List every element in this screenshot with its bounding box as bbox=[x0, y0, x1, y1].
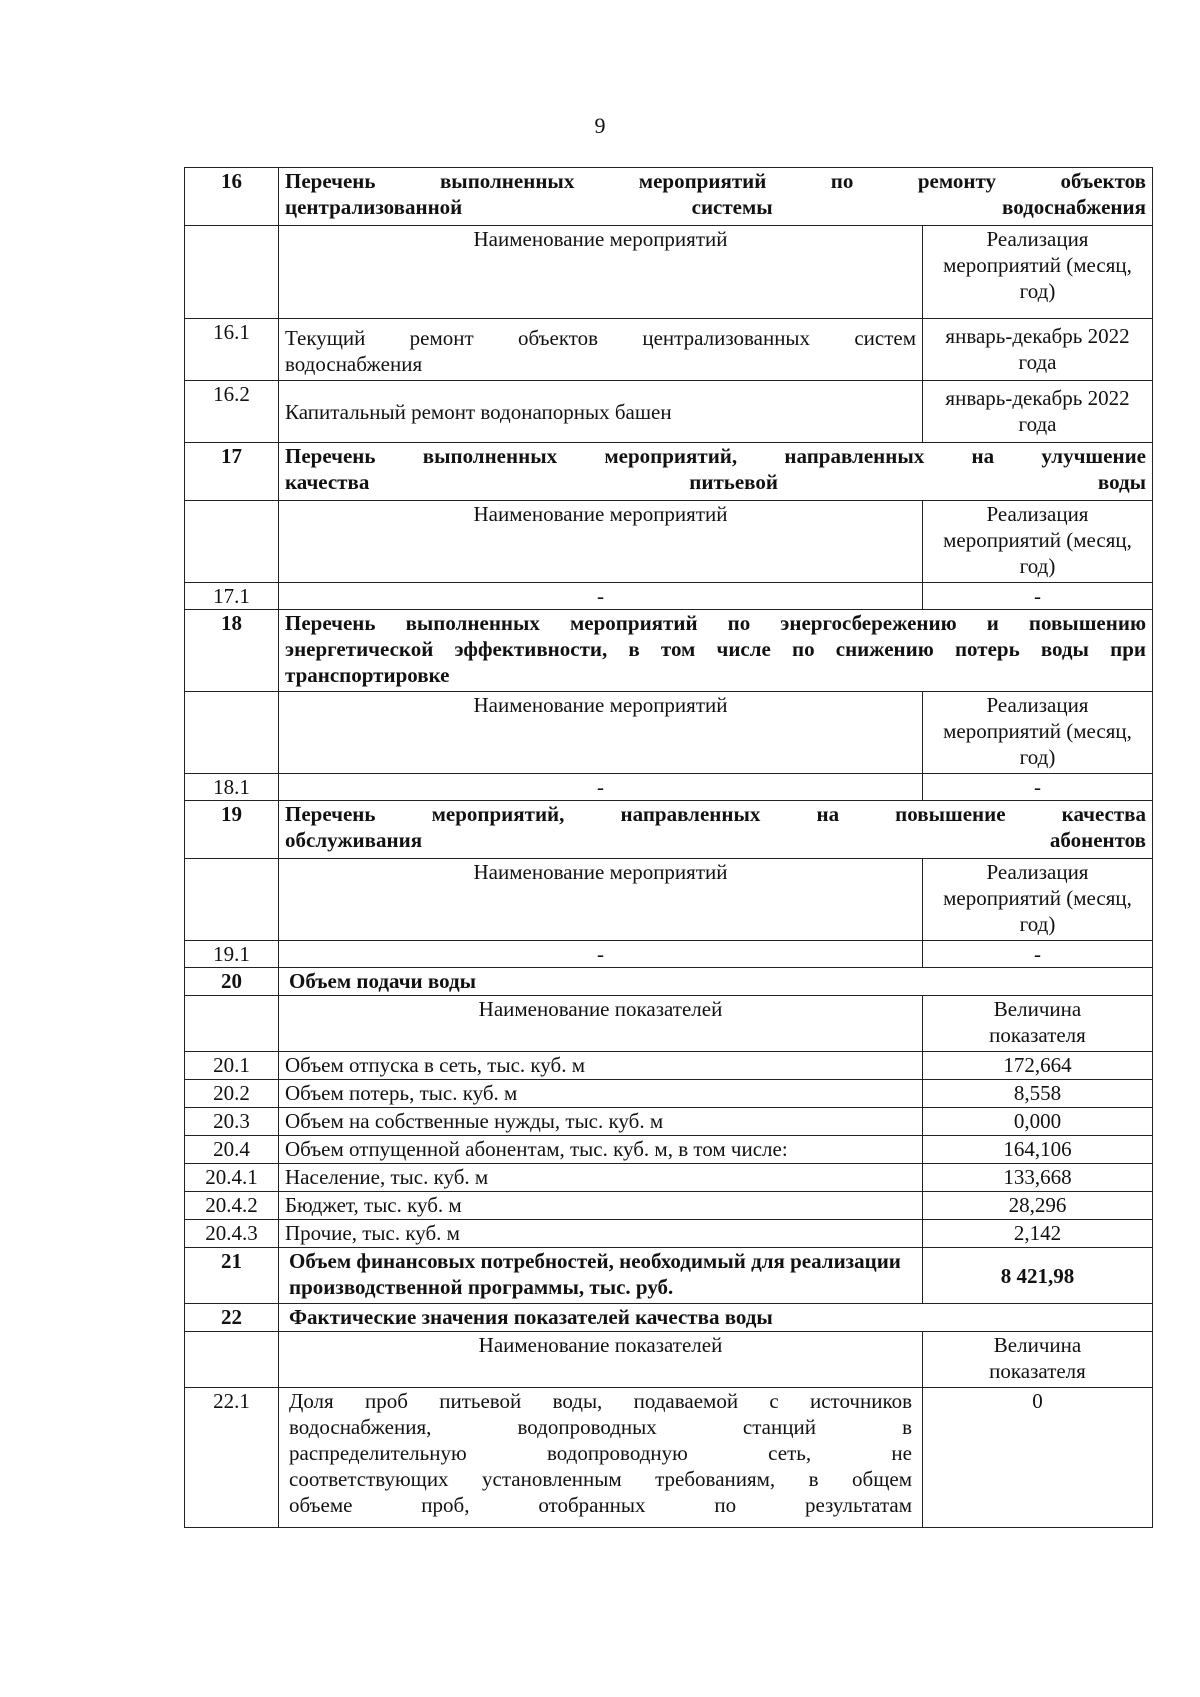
row-number: 16.2 bbox=[185, 381, 279, 443]
row-value: 28,296 bbox=[923, 1192, 1153, 1220]
column-header-name: Наименование мероприятий bbox=[279, 501, 923, 583]
row-text-line: объеме проб, отобранных по результатам bbox=[289, 1493, 912, 1517]
column-header-realization: Реализация мероприятий (месяц, год) bbox=[923, 226, 1153, 319]
row-number: 20.4 bbox=[185, 1136, 279, 1164]
row-value: январь-декабрь 2022 года bbox=[923, 319, 1153, 381]
row-number: 18.1 bbox=[185, 774, 279, 801]
row-text-line: водоснабжения bbox=[285, 352, 423, 376]
row-value: 172,664 bbox=[923, 1052, 1153, 1080]
column-header-row bbox=[185, 996, 1153, 1052]
section-17-header bbox=[185, 443, 1153, 501]
section-title: Объем финансовых потребностей, необходимый для реализации производственной программы, тыс. руб. bbox=[279, 1248, 923, 1304]
row-value: - bbox=[923, 583, 1153, 610]
row-text: - bbox=[279, 774, 923, 801]
section-number: 20 bbox=[185, 968, 279, 996]
table-row bbox=[185, 319, 1153, 381]
table-row bbox=[185, 1052, 1153, 1080]
section-title-line: Перечень выполненных мероприятий по ремонту объектов bbox=[285, 169, 1146, 193]
empty-cell bbox=[185, 859, 279, 941]
table-row bbox=[185, 1080, 1153, 1108]
section-number: 21 bbox=[185, 1248, 279, 1304]
section-19-header bbox=[185, 801, 1153, 859]
section-number: 17 bbox=[185, 443, 279, 501]
page-number: 9 bbox=[594, 113, 606, 138]
row-text: - bbox=[279, 941, 923, 968]
row-text: Объем потерь, тыс. куб. м bbox=[279, 1080, 923, 1108]
row-value: 8,558 bbox=[923, 1080, 1153, 1108]
section-number: 22 bbox=[185, 1304, 279, 1332]
row-text bbox=[279, 319, 923, 381]
row-text: Капитальный ремонт водонапорных башен bbox=[279, 381, 923, 443]
row-text-line: Текущий ремонт объектов централизованных систем bbox=[285, 326, 916, 350]
row-text-line: водоснабжения, водопроводных станций в bbox=[289, 1415, 912, 1439]
row-text: Объем отпущенной абонентам, тыс. куб. м, в том числе: bbox=[279, 1136, 923, 1164]
column-header-value: Величина показателя bbox=[923, 996, 1153, 1052]
row-text-line: распределительную водопроводную сеть, не bbox=[289, 1441, 912, 1465]
column-header-name: Наименование мероприятий bbox=[279, 859, 923, 941]
section-title-line: качества питьевой воды bbox=[285, 470, 1146, 494]
row-text: Бюджет, тыс. куб. м bbox=[279, 1192, 923, 1220]
section-16-header bbox=[185, 168, 1153, 226]
empty-cell bbox=[185, 226, 279, 319]
row-text-line: Доля проб питьевой воды, подаваемой с источников bbox=[289, 1389, 912, 1413]
column-header-realization: Реализация мероприятий (месяц, год) bbox=[923, 692, 1153, 774]
row-value: 164,106 bbox=[923, 1136, 1153, 1164]
empty-cell bbox=[185, 692, 279, 774]
row-text: Объем отпуска в сеть, тыс. куб. м bbox=[279, 1052, 923, 1080]
section-title bbox=[279, 443, 1153, 501]
section-title-line: Перечень выполненных мероприятий по энергосбережению и повышению bbox=[285, 611, 1146, 635]
table-row bbox=[185, 774, 1153, 801]
row-text bbox=[279, 1388, 923, 1528]
column-header-value: Величина показателя bbox=[923, 1332, 1153, 1388]
row-number: 20.1 bbox=[185, 1052, 279, 1080]
row-number: 17.1 bbox=[185, 583, 279, 610]
column-header-name: Наименование мероприятий bbox=[279, 692, 923, 774]
table-row bbox=[185, 1136, 1153, 1164]
section-number: 18 bbox=[185, 610, 279, 692]
row-value: - bbox=[923, 774, 1153, 801]
section-number: 16 bbox=[185, 168, 279, 226]
column-header-name: Наименование мероприятий bbox=[279, 226, 923, 319]
row-number: 20.4.2 bbox=[185, 1192, 279, 1220]
row-number: 20.4.3 bbox=[185, 1220, 279, 1248]
section-title-line: энергетической эффективности, в том числе по снижению потерь воды при bbox=[285, 637, 1146, 661]
column-header-realization: Реализация мероприятий (месяц, год) bbox=[923, 859, 1153, 941]
table-row bbox=[185, 381, 1153, 443]
table-row bbox=[185, 1192, 1153, 1220]
row-value: - bbox=[923, 941, 1153, 968]
row-value: январь-декабрь 2022 года bbox=[923, 381, 1153, 443]
row-value: 0 bbox=[923, 1388, 1153, 1528]
column-header-row bbox=[185, 501, 1153, 583]
production-program-table bbox=[184, 167, 1153, 1528]
section-18-header bbox=[185, 610, 1153, 692]
row-text: Объем на собственные нужды, тыс. куб. м bbox=[279, 1108, 923, 1136]
row-number: 20.2 bbox=[185, 1080, 279, 1108]
table-row bbox=[185, 1220, 1153, 1248]
row-number: 20.4.1 bbox=[185, 1164, 279, 1192]
table-row bbox=[185, 941, 1153, 968]
section-title: Фактические значения показателей качества воды bbox=[279, 1304, 1153, 1332]
row-value: 0,000 bbox=[923, 1108, 1153, 1136]
section-20-header bbox=[185, 968, 1153, 996]
column-header-row bbox=[185, 859, 1153, 941]
row-number: 20.3 bbox=[185, 1108, 279, 1136]
column-header-row bbox=[185, 1332, 1153, 1388]
row-number: 19.1 bbox=[185, 941, 279, 968]
row-value: 8 421,98 bbox=[923, 1248, 1153, 1304]
empty-cell bbox=[185, 501, 279, 583]
row-number: 22.1 bbox=[185, 1388, 279, 1528]
column-header-name: Наименование показателей bbox=[279, 1332, 923, 1388]
row-text: - bbox=[279, 583, 923, 610]
section-title-line: централизованной системы водоснабжения bbox=[285, 195, 1146, 219]
row-text: Население, тыс. куб. м bbox=[279, 1164, 923, 1192]
table-row bbox=[185, 1164, 1153, 1192]
table-row bbox=[185, 583, 1153, 610]
section-number: 19 bbox=[185, 801, 279, 859]
section-title bbox=[279, 168, 1153, 226]
row-value: 133,668 bbox=[923, 1164, 1153, 1192]
section-title bbox=[279, 610, 1153, 692]
section-22-header bbox=[185, 1304, 1153, 1332]
column-header-name: Наименование показателей bbox=[279, 996, 923, 1052]
table-row bbox=[185, 1388, 1153, 1528]
section-title-line: Перечень выполненных мероприятий, направленных на улучшение bbox=[285, 444, 1146, 468]
row-number: 16.1 bbox=[185, 319, 279, 381]
section-title bbox=[279, 801, 1153, 859]
section-title-line: обслуживания абонентов bbox=[285, 828, 1146, 852]
section-title-line: транспортировке bbox=[285, 663, 450, 687]
column-header-realization: Реализация мероприятий (месяц, год) bbox=[923, 501, 1153, 583]
row-value: 2,142 bbox=[923, 1220, 1153, 1248]
column-header-row bbox=[185, 226, 1153, 319]
section-title: Объем подачи воды bbox=[279, 968, 1153, 996]
section-21-row bbox=[185, 1248, 1153, 1304]
empty-cell bbox=[185, 996, 279, 1052]
row-text: Прочие, тыс. куб. м bbox=[279, 1220, 923, 1248]
section-title-line: Перечень мероприятий, направленных на повышение качества bbox=[285, 802, 1146, 826]
column-header-row bbox=[185, 692, 1153, 774]
row-text-line: соответствующих установленным требованиям, в общем bbox=[289, 1467, 912, 1491]
empty-cell bbox=[185, 1332, 279, 1388]
table-row bbox=[185, 1108, 1153, 1136]
